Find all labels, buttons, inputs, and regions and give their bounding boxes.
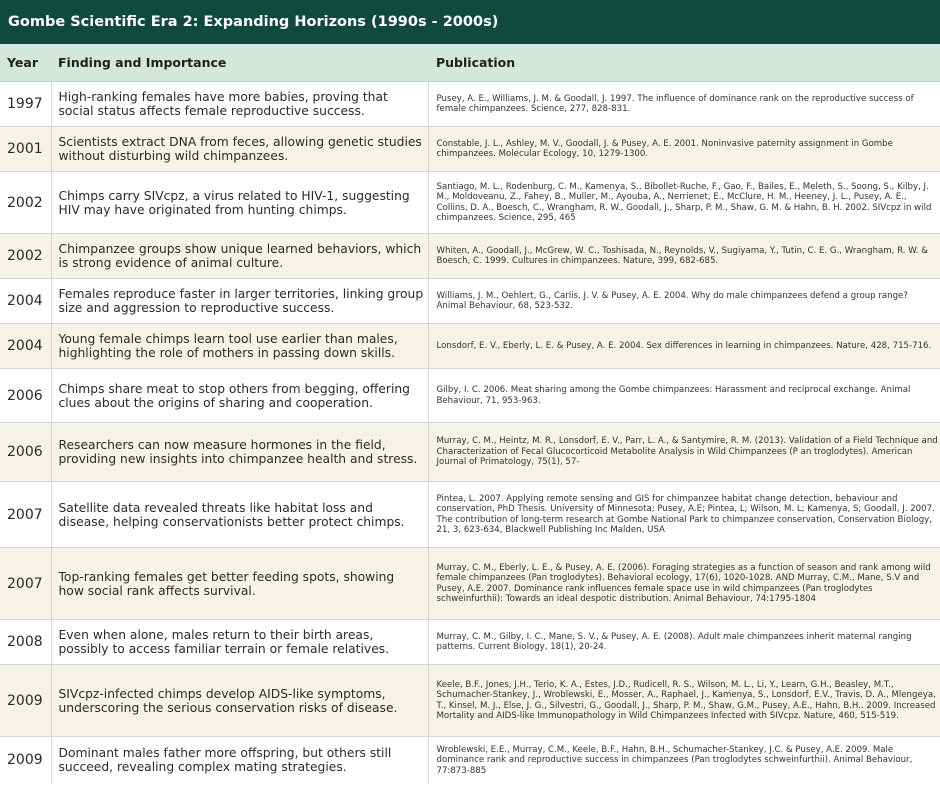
table-row (0, 423, 940, 482)
publication-cell: Whiten, A., Goodall, J., McGrew, W. C., Toshisada, N., Reynolds, V., Sugiyama, Y., Tutin, C. E. G., Wrangham, R. W. & Boesch, C. 1999. Cultures in chimpanzees. Nature, 399, 682-685. (428, 234, 940, 279)
year-cell: 2002 (0, 172, 51, 234)
publication-cell: Murray, C. M., Heintz, M. R., Lonsdorf, E. V., Parr, L. A., & Santymire, R. M. (2013). Validation of a Field Technique and Characterization of Fecal Glucocorticoid Metabolite Analysis in Wild Chimpanzees (P an troglodytes). American Journal of Primatology, 75(1), 57- (428, 423, 940, 482)
year-cell: 2007 (0, 482, 51, 548)
findings-table (0, 44, 940, 784)
table-row (0, 620, 940, 665)
finding-cell: SIVcpz-infected chimps develop AIDS-like symptoms, underscoring the serious conservation risks of disease. (51, 665, 428, 737)
table-row (0, 172, 940, 234)
publication-cell: Pintea, L. 2007. Applying remote sensing and GIS for chimpanzee habitat change detection, behaviour and conservation, PhD Thesis. University of Minnesota; Pusey, A.E; Pintea, L; Wilson, M. L; Kamenya, S; Goodall, J. 2007. The contribution of long-term research at Gombe National Park to chimpanzee conservation, Conservation Biology, 21, 3, 623-634, Blackwell Publishing Inc Malden, USA (428, 482, 940, 548)
finding-cell: Chimpanzee groups show unique learned behaviors, which is strong evidence of animal culture. (51, 234, 428, 279)
publication-cell: Murray, C. M., Eberly, L. E., & Pusey, A. E. (2006). Foraging strategies as a function of season and rank among wild female chimpanzees (Pan troglodytes). Behavioral ecology, 17(6), 1020-1028. AND Murray, C.M., Mane, S.V and Pusey, A.E. 2007. Dominance rank influences female space use in wild chimpanzees (Pan troglodytes schweinfurthii): Towards an ideal despotic distribution. Animal Behaviour, 74:1795-1804 (428, 548, 940, 620)
year-cell: 2002 (0, 234, 51, 279)
publication-cell: Lonsdorf, E. V., Eberly, L. E. & Pusey, A. E. 2004. Sex differences in learning in chimpanzees. Nature, 428, 715-716. (428, 324, 940, 369)
finding-cell: Chimps share meat to stop others from begging, offering clues about the origins of sharing and cooperation. (51, 369, 428, 423)
year-cell: 2001 (0, 127, 51, 172)
page-title: Gombe Scientific Era 2: Expanding Horizons (1990s - 2000s) (0, 0, 940, 44)
publication-cell: Constable, J. L., Ashley, M. V., Goodall, J. & Pusey, A. E. 2001. Noninvasive paternity assignment in Gombe chimpanzees. Molecular Ecology, 10, 1279-1300. (428, 127, 940, 172)
year-cell: 2008 (0, 620, 51, 665)
year-cell: 2007 (0, 548, 51, 620)
year-column-header: Year (0, 44, 51, 82)
table-row (0, 482, 940, 548)
table-row (0, 665, 940, 737)
finding-cell: Top-ranking females get better feeding spots, showing how social rank affects survival. (51, 548, 428, 620)
table-row (0, 82, 940, 127)
table-row (0, 279, 940, 324)
year-cell: 2006 (0, 423, 51, 482)
finding-column-header: Finding and Importance (51, 44, 428, 82)
finding-cell: Females reproduce faster in larger territories, linking group size and aggression to reproductive success. (51, 279, 428, 324)
year-cell: 2004 (0, 324, 51, 369)
finding-cell: Even when alone, males return to their birth areas, possibly to access familiar terrain or female relatives. (51, 620, 428, 665)
table-header-row (0, 44, 940, 82)
finding-cell: High-ranking females have more babies, proving that social status affects female reproductive success. (51, 82, 428, 127)
publication-column-header: Publication (428, 44, 940, 82)
publication-cell: Pusey, A. E., Williams, J. M. & Goodall, J. 1997. The influence of dominance rank on the reproductive success of female chimpanzees. Science, 277, 828-831. (428, 82, 940, 127)
publication-cell: Murray, C. M., Gilby, I. C., Mane, S. V., & Pusey, A. E. (2008). Adult male chimpanzees inherit maternal ranging patterns. Current Biology, 18(1), 20-24. (428, 620, 940, 665)
year-cell: 2009 (0, 737, 51, 784)
publication-cell: Williams, J. M., Oehlert, G., Carlis, J. V. & Pusey, A. E. 2004. Why do male chimpanzees defend a group range? Animal Behaviour, 68, 523-532. (428, 279, 940, 324)
finding-cell: Scientists extract DNA from feces, allowing genetic studies without disturbing wild chimpanzees. (51, 127, 428, 172)
finding-cell: Researchers can now measure hormones in the field, providing new insights into chimpanzee health and stress. (51, 423, 428, 482)
finding-cell: Satellite data revealed threats like habitat loss and disease, helping conservationists better protect chimps. (51, 482, 428, 548)
table-row (0, 369, 940, 423)
table-row (0, 324, 940, 369)
finding-cell: Dominant males father more offspring, but others still succeed, revealing complex mating strategies. (51, 737, 428, 784)
finding-cell: Chimps carry SIVcpz, a virus related to HIV-1, suggesting HIV may have originated from hunting chimps. (51, 172, 428, 234)
table-row (0, 127, 940, 172)
publication-cell: Keele, B.F., Jones, J.H., Terio, K. A., Estes, J.D., Rudicell, R. S., Wilson, M. L., Li, Y., Learn, G.H., Beasley, M.T., Schumacher-Stankey, J., Wroblewski, E., Mosser, A., Raphael, J., Kamenya, S., Lonsdorf, E.V., Travis, D. A., Mlengeya, T., Kinsel, M. J., Else, J. G., Silvestri, G., Goodall, J., Sharp, P. M., Shaw, G.M., Pusey, A.E., Hahn, B.H.. 2009. Increased Mortality and AIDS-like Immunopathology in Wild Chimpanzees Infected with SIVcpz. Nature, 460, 515-519. (428, 665, 940, 737)
publication-cell: Gilby, I. C. 2006. Meat sharing among the Gombe chimpanzees: Harassment and reciprocal exchange. Animal Behaviour, 71, 953-963. (428, 369, 940, 423)
publication-cell: Wroblewski, E.E., Murray, C.M., Keele, B.F., Hahn, B.H., Schumacher-Stankey, J.C. & Pusey, A.E. 2009. Male dominance rank and reproductive success in chimpanzees (Pan troglodytes schweinfurthii). Animal Behaviour, 77:873-885 (428, 737, 940, 784)
year-cell: 1997 (0, 82, 51, 127)
finding-cell: Young female chimps learn tool use earlier than males, highlighting the role of mothers in passing down skills. (51, 324, 428, 369)
table-row (0, 548, 940, 620)
year-cell: 2006 (0, 369, 51, 423)
year-cell: 2004 (0, 279, 51, 324)
year-cell: 2009 (0, 665, 51, 737)
publication-cell: Santiago, M. L., Rodenburg, C. M., Kamenya, S., Bibollet-Ruche, F., Gao, F., Bailes, E., Meleth, S., Soong, S., Kilby, J. M., Moldoveanu, Z., Fahey, B., Muller, M., Ayouba, A., Nerrienet, E., McClure, H. M., Heeney, J. L., Pusey, A. E., Collins, D. A., Boesch, C., Wrangham, R. W., Goodall, J., Sharp, P. M., Shaw, G. M. & Hahn, B. H. 2002. SIVcpz in wild chimpanzees. Science, 295, 465 (428, 172, 940, 234)
table-row (0, 737, 940, 784)
table-row (0, 234, 940, 279)
